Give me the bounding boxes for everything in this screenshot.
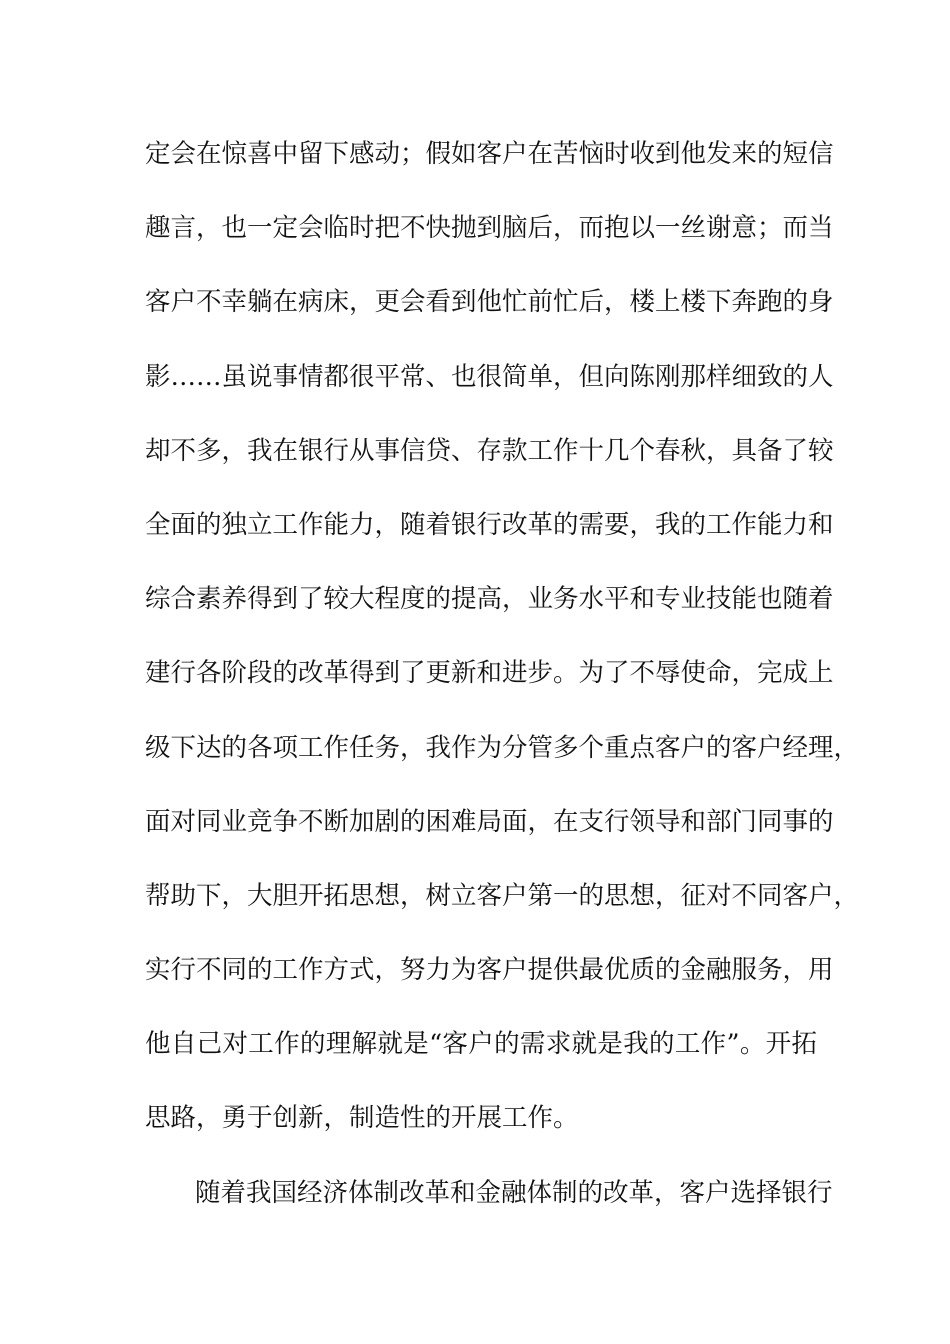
text-line: 影……虽说事情都很平常、也很简单，但向陈刚那样细致的人: [145, 361, 834, 392]
paragraph-start-line: 随着我国经济体制改革和金融体制的改革，客户选择银行: [195, 1177, 833, 1208]
text-line: 实行不同的工作方式，努力为客户提供最优质的金融服务，用: [145, 955, 834, 986]
text-line: 综合素养得到了较大程度的提高，业务水平和专业技能也随着: [145, 584, 834, 615]
text-line: 帮助下，大胆开拓思想，树立客户第一的思想，征对不同客户，: [145, 880, 860, 911]
text-line: 却不多，我在银行从事信贷、存款工作十几个春秋，具备了较: [145, 435, 834, 466]
text-line: 建行各阶段的改革得到了更新和进步。为了不辱使命，完成上: [145, 658, 834, 689]
text-line: 级下达的各项工作任务，我作为分管多个重点客户的客户经理，: [145, 732, 860, 763]
text-line: 客户不幸躺在病床，更会看到他忙前忙后，楼上楼下奔跑的身: [145, 287, 834, 318]
text-line: 思路，勇于创新，制造性的开展工作。: [145, 1103, 579, 1134]
body-text: [145, 128, 860, 1241]
text-line: 面对同业竞争不断加剧的困难局面，在支行领导和部门同事的: [145, 806, 834, 837]
text-line: 全面的独立工作能力，随着银行改革的需要，我的工作能力和: [145, 509, 834, 540]
text-line: 定会在惊喜中留下感动；假如客户在苦恼时收到他发来的短信: [145, 139, 834, 169]
text-line: 他自己对工作的理解就是“客户的需求就是我的工作”。开拓: [145, 1029, 817, 1060]
text-line: 趣言，也一定会临时把不快抛到脑后，而抱以一丝谢意；而当: [145, 213, 834, 244]
